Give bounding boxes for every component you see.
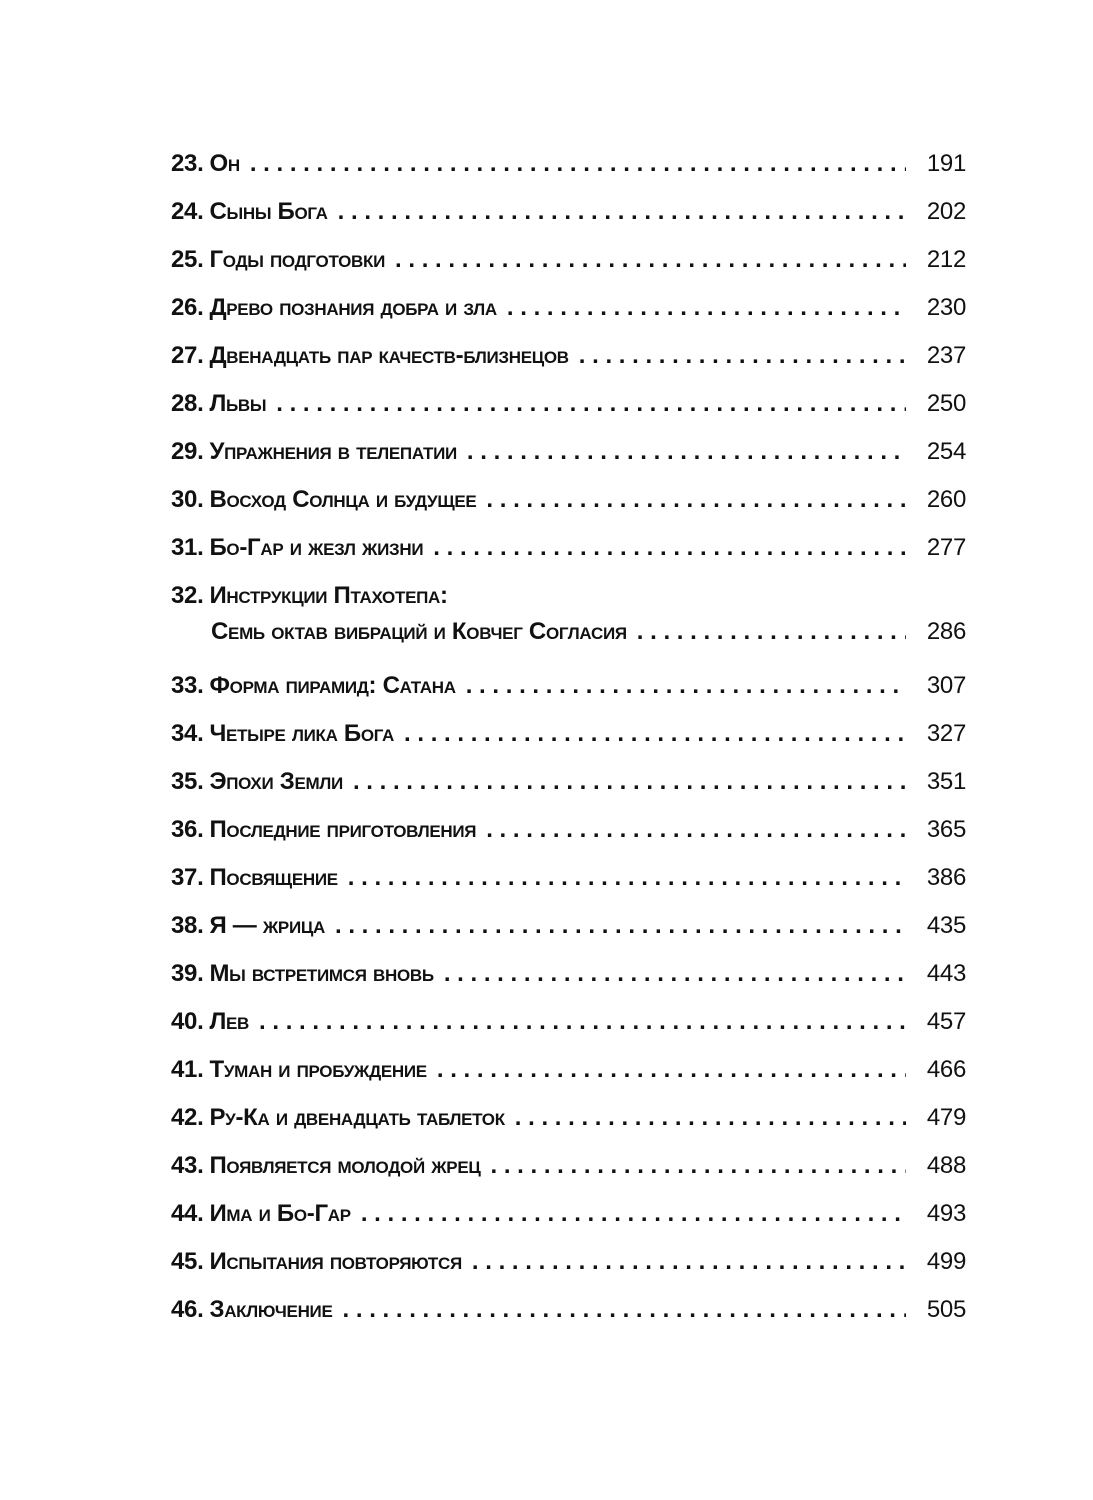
page-number: 443 [926, 960, 966, 987]
dot-leader [507, 284, 906, 332]
toc-entry [171, 428, 966, 476]
toc-entry [171, 332, 966, 380]
chapter-title: Четыре лика Бога [209, 720, 395, 747]
dot-leader [395, 236, 906, 284]
dot-leader [486, 806, 906, 854]
chapter-number: 35. [171, 768, 204, 795]
chapter-number: 27. [171, 342, 204, 369]
chapter-title: Бо-Гар и жезл жизни [209, 534, 424, 561]
chapter-title: Форма пирамид: Сатана [209, 672, 456, 699]
page-number: 466 [926, 1056, 966, 1083]
chapter-title: Я — жрица [209, 912, 325, 939]
toc-entry [171, 140, 966, 188]
chapter-title: Упражнения в телепатии [209, 438, 457, 465]
chapter-number: 40. [171, 1008, 204, 1035]
chapter-number: 39. [171, 960, 204, 987]
chapter-title: Има и Бо-Гар [209, 1200, 351, 1227]
page-number: 365 [926, 816, 966, 843]
toc-entry [171, 524, 966, 572]
page-number: 254 [926, 438, 966, 465]
chapter-number: 45. [171, 1248, 204, 1275]
chapter-title: Сыны Бога [209, 198, 328, 225]
chapter-number: 28. [171, 390, 204, 417]
chapter-title: Мы встретимся вновь [209, 960, 434, 987]
toc-entry [171, 578, 966, 662]
page-number: 479 [926, 1104, 966, 1131]
chapter-title: Он [209, 150, 240, 177]
chapter-number: 42. [171, 1104, 204, 1131]
page-number: 351 [926, 768, 966, 795]
dot-leader [335, 902, 906, 950]
chapter-number: 44. [171, 1200, 204, 1227]
chapter-number: 31. [171, 534, 204, 561]
page-number: 202 [926, 198, 966, 225]
dot-leader [343, 1286, 906, 1334]
chapter-title: Годы подготовки [209, 246, 386, 273]
dot-leader [579, 332, 906, 380]
chapter-title: Львы [209, 390, 267, 417]
toc-entry [171, 236, 966, 284]
chapter-number: 37. [171, 864, 204, 891]
page-number: 237 [926, 342, 966, 369]
chapter-number: 41. [171, 1056, 204, 1083]
page-number: 260 [926, 486, 966, 513]
page-number: 505 [926, 1296, 966, 1323]
chapter-title: Эпохи Земли [209, 768, 343, 795]
chapter-title: Появляется молодой жрец [209, 1152, 481, 1179]
page-number: 488 [926, 1152, 966, 1179]
dot-leader [433, 524, 906, 572]
page-number: 230 [926, 294, 966, 321]
chapter-number: 34. [171, 720, 204, 747]
chapter-title: Восход Солнца и будущее [209, 486, 477, 513]
toc-entry [171, 1286, 966, 1334]
dot-leader [437, 1046, 906, 1094]
chapter-number: 46. [171, 1296, 204, 1323]
chapter-title: Посвящение [209, 864, 338, 891]
chapter-title: Двенадцать пар качеств-близнецов [209, 342, 569, 369]
dot-leader [361, 1190, 906, 1238]
table-of-contents [171, 140, 966, 1334]
toc-entry [171, 188, 966, 236]
chapter-title: Туман и пробуждение [209, 1056, 427, 1083]
chapter-number: 43. [171, 1152, 204, 1179]
toc-entry [171, 758, 966, 806]
dot-leader [472, 1238, 906, 1286]
toc-entry [171, 662, 966, 710]
dot-leader [467, 428, 906, 476]
chapter-number: 26. [171, 294, 204, 321]
dot-leader [404, 710, 906, 758]
toc-entry [171, 1238, 966, 1286]
dot-leader [637, 614, 906, 650]
page-number: 499 [926, 1248, 966, 1275]
toc-entry [171, 1046, 966, 1094]
dot-leader [250, 140, 906, 188]
chapter-number: 23. [171, 150, 204, 177]
page-number: 327 [926, 720, 966, 747]
toc-entry [171, 710, 966, 758]
chapter-number: 33. [171, 672, 204, 699]
dot-leader [486, 476, 906, 524]
toc-entry [171, 1142, 966, 1190]
page-number: 386 [926, 864, 966, 891]
dot-leader [338, 188, 906, 236]
chapter-number: 32. [171, 582, 204, 609]
toc-entry [171, 854, 966, 902]
dot-leader [515, 1094, 906, 1142]
chapter-number: 25. [171, 246, 204, 273]
dot-leader [259, 998, 906, 1046]
dot-leader [444, 950, 906, 998]
page-number: 277 [926, 534, 966, 561]
toc-entry [171, 1094, 966, 1142]
toc-entry [171, 998, 966, 1046]
dot-leader [276, 380, 906, 428]
page-number: 191 [926, 150, 966, 177]
toc-entry [171, 380, 966, 428]
chapter-title: Инструкции Птахотепа: [209, 582, 448, 609]
chapter-number: 38. [171, 912, 204, 939]
toc-entry [171, 284, 966, 332]
page-number: 493 [926, 1200, 966, 1227]
chapter-title: Лев [209, 1008, 250, 1035]
dot-leader [348, 854, 906, 902]
toc-entry [171, 806, 966, 854]
page-number: 457 [926, 1008, 966, 1035]
toc-entry [171, 902, 966, 950]
chapter-number: 24. [171, 198, 204, 225]
page-number: 307 [926, 672, 966, 699]
page-number: 286 [926, 618, 966, 645]
toc-entry [171, 1190, 966, 1238]
dot-leader [466, 662, 906, 710]
chapter-title: Испытания повторяются [209, 1248, 462, 1275]
dot-leader [353, 758, 906, 806]
dot-leader [491, 1142, 907, 1190]
chapter-title: Заключение [209, 1296, 333, 1323]
chapter-title: Последние приготовления [209, 816, 477, 843]
toc-entry [171, 476, 966, 524]
chapter-number: 30. [171, 486, 204, 513]
chapter-title-continuation: Семь октав вибраций и Ковчег Согласия [211, 618, 627, 645]
page-number: 435 [926, 912, 966, 939]
chapter-number: 29. [171, 438, 204, 465]
chapter-title: Ру-Ка и двенадцать таблеток [209, 1104, 505, 1131]
page-number: 212 [926, 246, 966, 273]
toc-entry [171, 950, 966, 998]
chapter-number: 36. [171, 816, 204, 843]
page-number: 250 [926, 390, 966, 417]
chapter-title: Древо познания добра и зла [209, 294, 497, 321]
